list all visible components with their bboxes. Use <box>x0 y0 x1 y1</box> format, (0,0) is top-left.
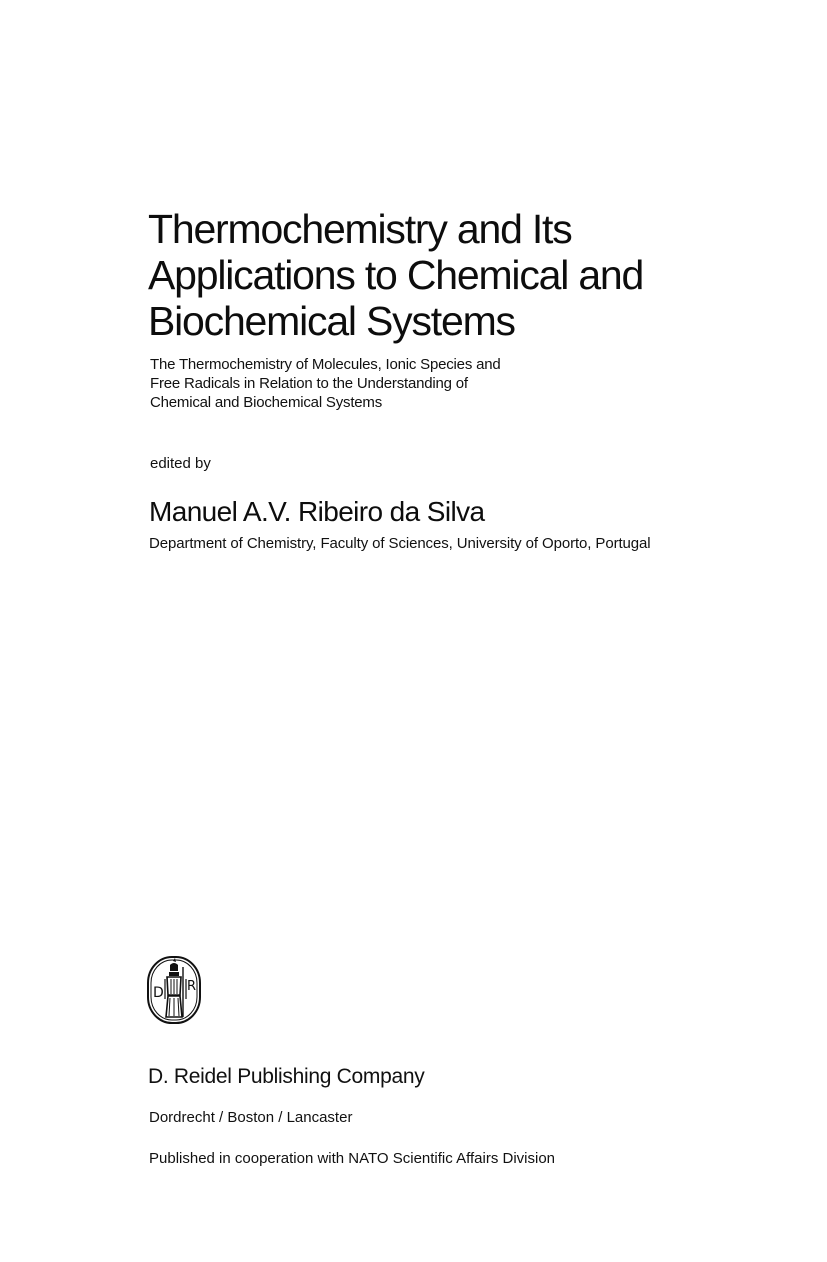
book-subtitle-line-3: Chemical and Biochemical Systems <box>150 394 383 411</box>
edited-by-label: edited by <box>150 455 211 472</box>
book-subtitle <box>150 355 670 412</box>
publisher-logo-icon <box>146 955 202 1025</box>
publisher-cities: Dordrecht / Boston / Lancaster <box>149 1109 353 1126</box>
book-title <box>148 206 788 344</box>
editor-name: Manuel A.V. Ribeiro da Silva <box>149 496 485 527</box>
cooperation-note: Published in cooperation with NATO Scientific Affairs Division <box>149 1150 556 1167</box>
logo-letter-r: R <box>187 979 197 994</box>
book-title-line-2: Applications to Chemical and <box>148 252 644 298</box>
book-title-line-3: Biochemical Systems <box>148 298 515 344</box>
logo-letter-d: D <box>153 985 164 1001</box>
book-subtitle-line-1: The Thermochemistry of Molecules, Ionic Species and <box>150 356 501 373</box>
book-title-line-1: Thermochemistry and Its <box>148 206 572 252</box>
editor-affiliation: Department of Chemistry, Faculty of Sciences, University of Oporto, Portugal <box>149 535 651 552</box>
publisher-name: D. Reidel Publishing Company <box>148 1065 425 1088</box>
book-subtitle-line-2: Free Radicals in Relation to the Understanding of <box>150 375 468 392</box>
